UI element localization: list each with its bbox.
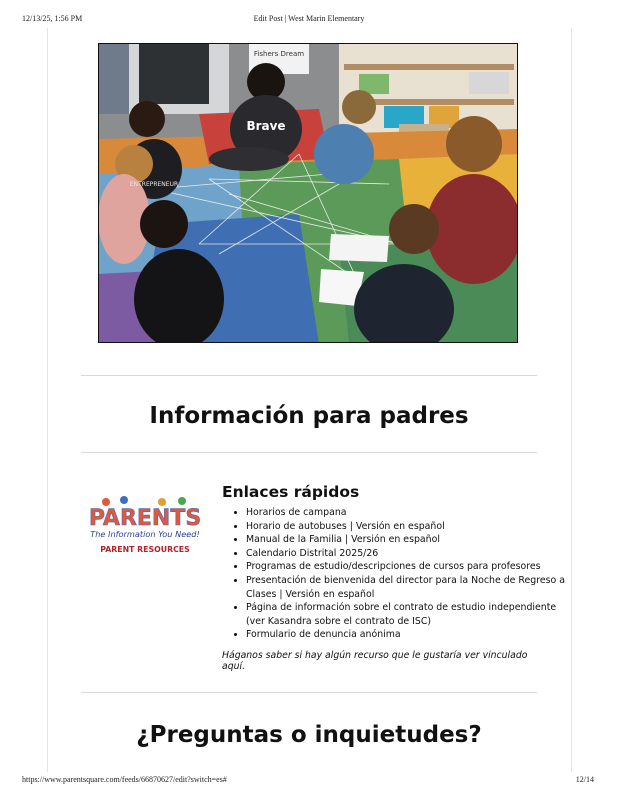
print-datetime: 12/13/25, 1:56 PM [22,14,83,23]
section-divider [81,452,537,453]
logo-tagline: The Information You Need! [90,529,200,539]
logo-caption: PARENT RESOURCES [100,545,190,554]
section-title-questions: ¿Preguntas o inquietudes? [136,722,482,748]
link-anonymous-report[interactable]: • Formulario de denuncia anónima [246,628,566,642]
link-district-calendar[interactable]: • Calendario Distrital 2025/26 [246,547,566,561]
link-course-syllabi[interactable]: • Programas de estudio/descripciones de cursos para profesores [246,560,566,574]
link-welcome-presentation[interactable]: • Presentación de bienvenida del director para la Noche de Regreso a Clases | Versión en español [246,574,566,601]
classroom-sign-text: Fishers Dream [253,50,305,58]
page-border-right [571,28,572,772]
classroom-photo-image [99,44,518,343]
link-bus-schedule[interactable]: • Horario de autobuses | Versión en español [246,520,566,534]
classroom-photo [98,43,518,343]
quick-links-list [222,506,566,642]
section-divider [81,375,537,376]
parents-logo [84,492,206,562]
page-border-left [47,28,48,772]
shirt-text: Brave [246,119,286,133]
print-title: Edit Post | West Marin Elementary [253,14,365,23]
shirt-text-2: ENTREPRENEUR [129,181,179,188]
section-title-info: Información para padres [149,403,469,429]
quick-links-heading: Enlaces rápidos [222,483,360,501]
link-independent-study[interactable]: • Página de información sobre el contrato de estudio independiente (ver Kasandra sobre el contrato de ISC) [246,601,566,628]
resource-request-note: Háganos saber si hay algún recurso que le gustaría ver vinculado aquí. [222,650,528,672]
parents-figures-icon [102,496,186,506]
parents-logo-image [84,492,206,562]
print-page-number: 12/14 [575,775,594,784]
print-url: https://www.parentsquare.com/feeds/66870627/edit?switch=es# [22,775,227,784]
link-bell-schedules[interactable]: • Horarios de campana [246,506,566,520]
section-divider [81,692,537,693]
logo-word: PARENTS [88,506,202,531]
link-family-handbook[interactable]: • Manual de la Familia | Versión en español [246,533,566,547]
